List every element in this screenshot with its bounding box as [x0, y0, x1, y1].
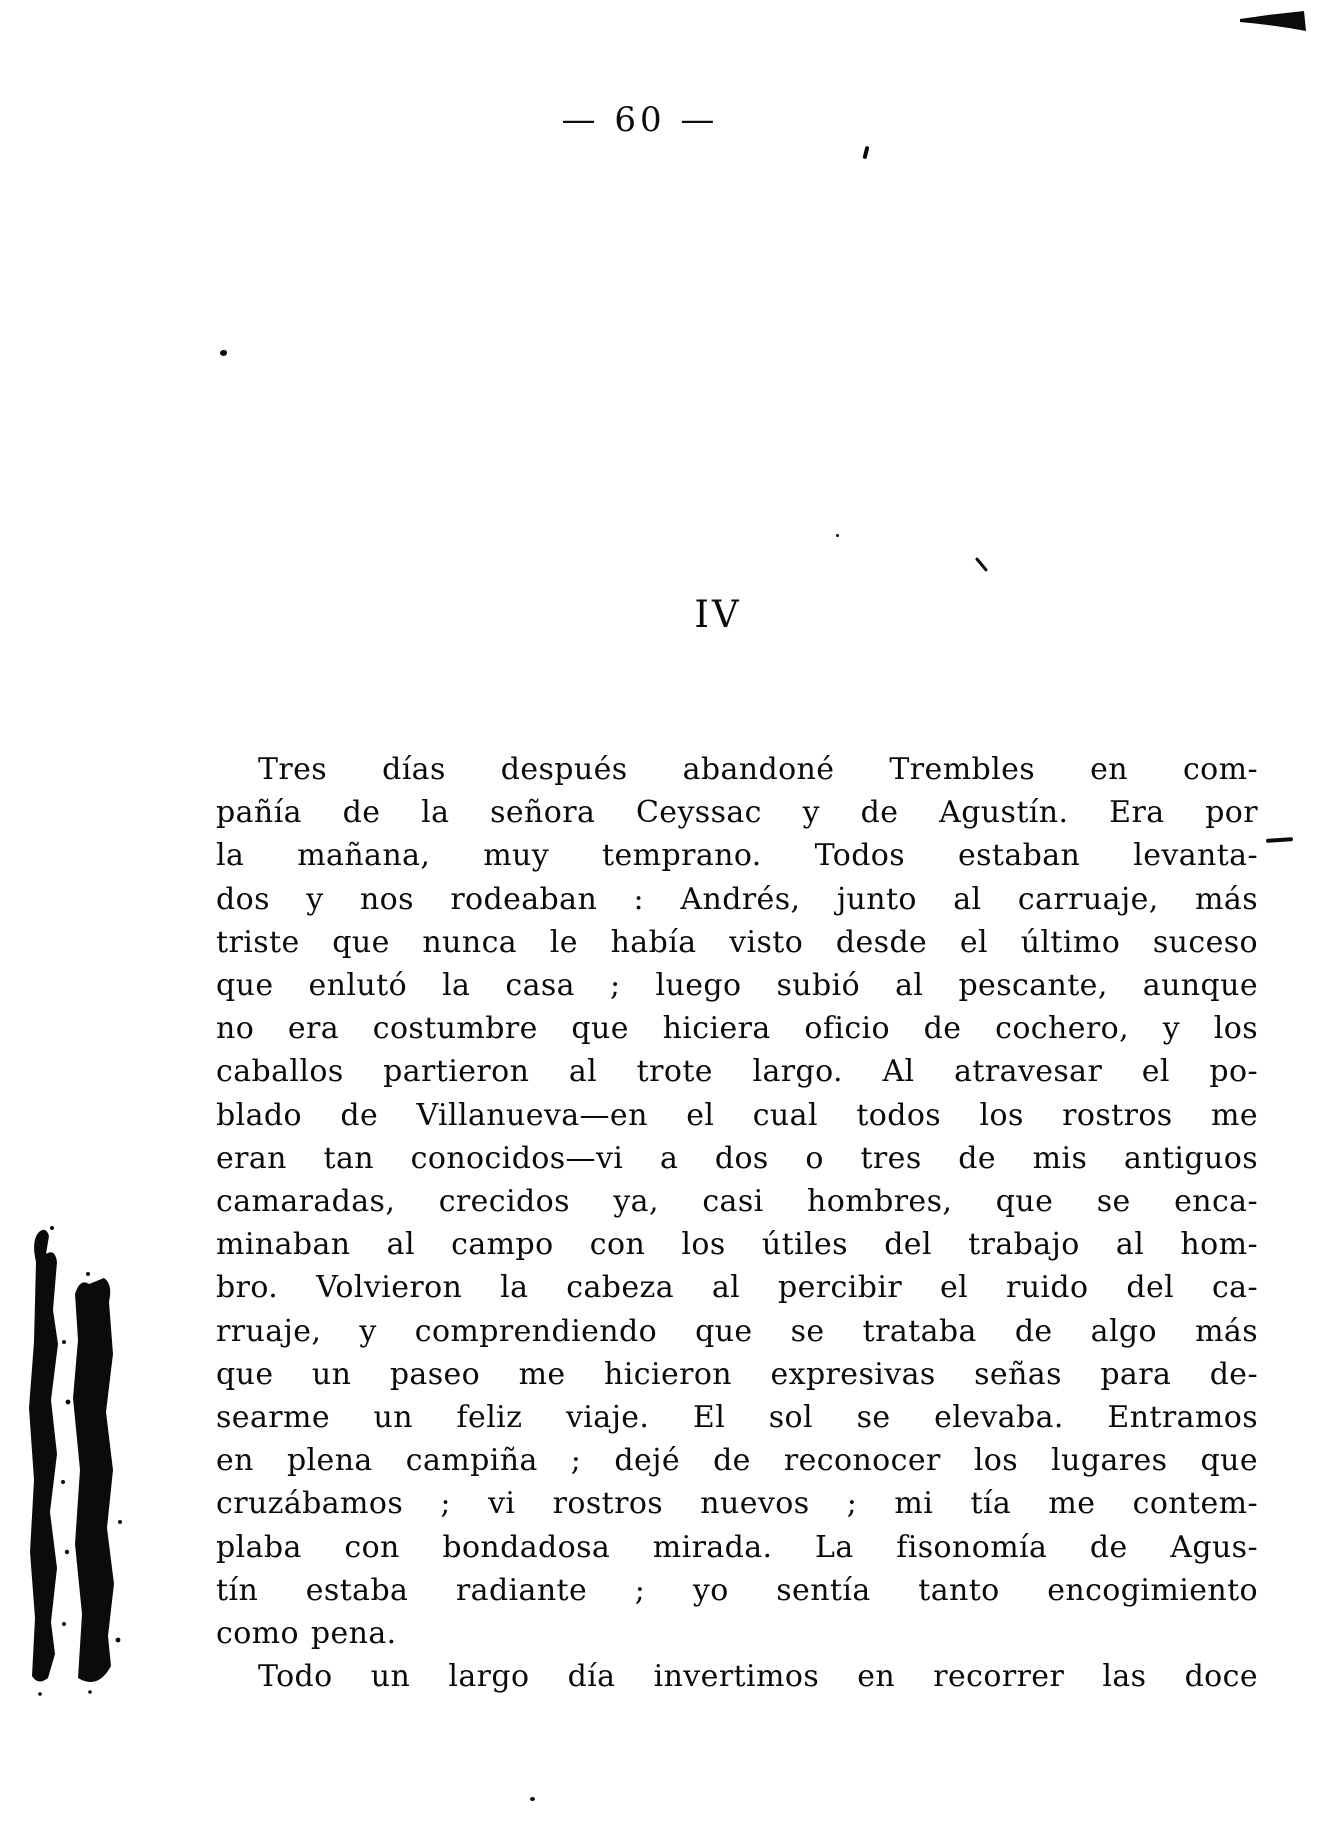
text-line: dos y nos rodeaban : Andrés, junto al carruaje, más [216, 881, 1258, 917]
text-line: en plena campiña ; dejé de reconocer los lugares que [216, 1443, 1258, 1479]
text-line: plaba con bondadosa mirada. La fisonomía de Agus- [216, 1529, 1258, 1565]
text-line: la mañana, muy temprano. Todos estaban levanta- [216, 838, 1258, 874]
corner-fold-ink-mark [1238, 8, 1312, 36]
text-line: como pena. [216, 1616, 397, 1652]
text-line: blado de Villanueva—en el cual todos los rostros me [216, 1097, 1258, 1133]
text-line: que enlutó la casa ; luego subió al pescante, aunque [216, 968, 1258, 1004]
text-line: bro. Volvieron la cabeza al percibir el ruido del ca- [216, 1270, 1258, 1306]
ink-smudge [18, 1222, 133, 1700]
text-line: eran tan conocidos—vi a dos o tres de mis antiguos [216, 1140, 1258, 1176]
text-line: rruaje, y comprendiendo que se trataba de algo más [216, 1313, 1258, 1349]
text-line: camaradas, crecidos ya, casi hombres, que se enca- [216, 1184, 1258, 1220]
text-line: Todo un largo día invertimos en recorrer las doce [258, 1659, 1258, 1695]
text-line: triste que nunca le había visto desde el último suceso [216, 924, 1258, 960]
body-text [216, 748, 1258, 1698]
ink-speck [530, 1797, 535, 1801]
text-line: searme un feliz viaje. El sol se elevaba. Entramos [216, 1400, 1258, 1436]
page-number: — 60 — [561, 100, 719, 140]
text-line: minaban al campo con los útiles del trabajo al hom- [216, 1227, 1258, 1263]
text-line: no era costumbre que hiciera oficio de cochero, y los [216, 1011, 1258, 1047]
text-line: caballos partieron al trote largo. Al atravesar el po- [216, 1054, 1258, 1090]
ink-speck [975, 557, 988, 572]
text-line: tín estaba radiante ; yo sentía tanto encogimiento [216, 1572, 1258, 1608]
text-line: Tres días después abandoné Trembles en com- [258, 752, 1258, 787]
text-line: pañía de la señora Ceyssac y de Agustín. Era por [216, 795, 1258, 831]
ink-speck [1266, 837, 1293, 843]
ink-speck [836, 534, 839, 537]
text-line: cruzábamos ; vi rostros nuevos ; mi tía me contem- [216, 1486, 1258, 1522]
ink-speck [220, 350, 227, 356]
chapter-heading: IV [694, 593, 742, 636]
ink-speck [862, 146, 869, 160]
text-line: que un paseo me hicieron expresivas señas para de- [216, 1356, 1258, 1392]
